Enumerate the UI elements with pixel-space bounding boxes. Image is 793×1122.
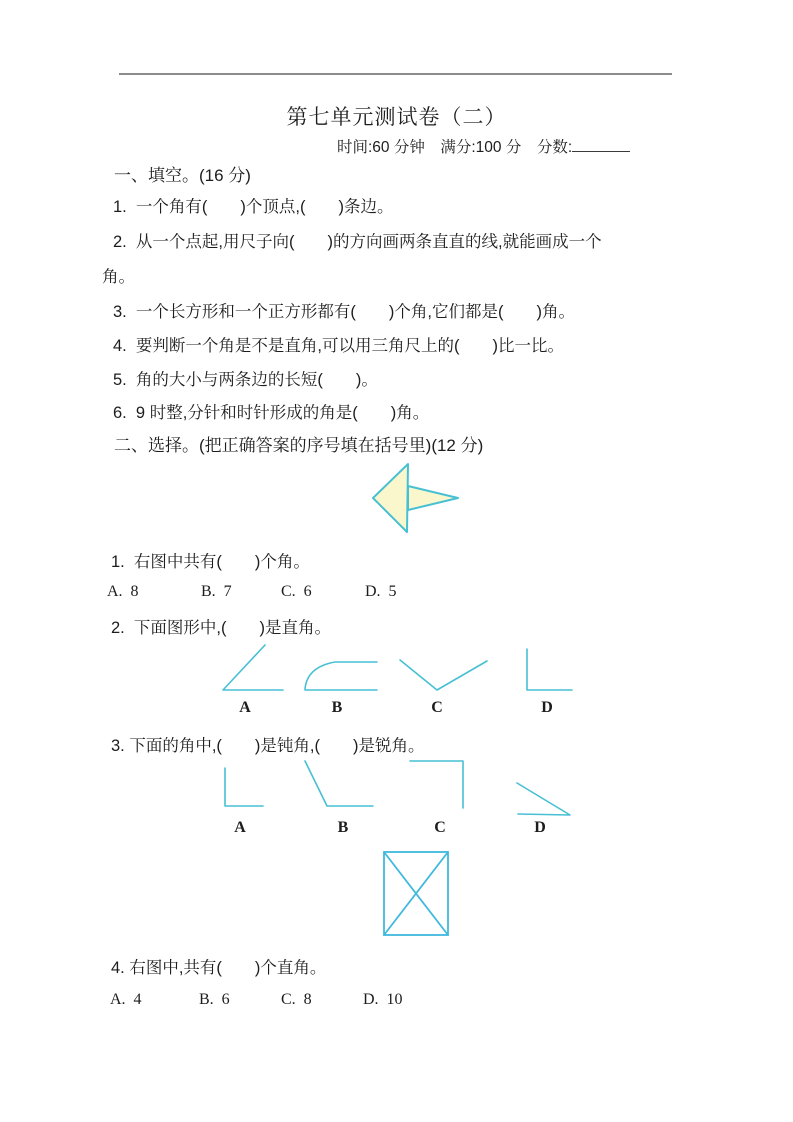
paper-meta-text: 时间:60 分钟 满分:100 分 分数: (337, 139, 573, 156)
section1-q2-line1: 2. 从一个点起,用尺子向( )的方向画两条直直的线,就能画成一个 (113, 233, 602, 251)
option-d: D. 5 (365, 583, 397, 600)
q2-shape-a (223, 645, 283, 690)
section1-q1: 1. 一个角有( )个顶点,( )条边。 (113, 198, 394, 216)
section1-q2-line2: 角。 (102, 268, 135, 286)
q3-angle-figures (218, 756, 578, 820)
q3-label-d: D (534, 819, 546, 836)
section1-q6: 6. 9 时整,分针和时针形成的角是( )角。 (113, 404, 430, 422)
q3-shape-c (410, 761, 463, 808)
section2-q1-text: 1. 右图中共有( )个角。 (111, 553, 310, 571)
q2-label-d: D (541, 699, 553, 716)
q3-label-a: A (234, 819, 246, 836)
option-c: C. 6 (281, 583, 312, 600)
option-b: B. 7 (201, 583, 232, 600)
section2-q3-text: 3. 下面的角中,( )是钝角,( )是锐角。 (111, 737, 425, 755)
q2-shape-c (400, 660, 487, 690)
q2-figure-labels-row (0, 699, 793, 721)
q2-shape-d (527, 649, 572, 690)
section2-q4-options-row (0, 991, 793, 1013)
paper-meta (337, 135, 630, 157)
q2-shape-b-curve (305, 662, 377, 689)
arrow-figure (370, 461, 462, 535)
section1-q4: 4. 要判断一个角是不是直角,可以用三角尺上的( )比一比。 (113, 337, 565, 355)
section2-q4-text: 4. 右图中,共有( )个直角。 (111, 959, 327, 977)
q3-figure-labels-row (0, 819, 793, 841)
section2-heading: 二、选择。(把正确答案的序号填在括号里)(12 分) (114, 436, 484, 455)
q2-angle-figures (205, 642, 580, 697)
q3-shape-d (517, 783, 570, 815)
option-a: A. 4 (110, 991, 142, 1008)
option-b: B. 6 (199, 991, 230, 1008)
section1-q5: 5. 角的大小与两条边的长短( )。 (113, 371, 378, 389)
paper-title: 第七单元测试卷（二） (286, 105, 507, 129)
top-rule-line (119, 73, 672, 75)
option-c: C. 8 (281, 991, 312, 1008)
q2-label-a: A (239, 699, 251, 716)
q3-label-b: B (337, 819, 349, 836)
option-a: A. 8 (107, 583, 139, 600)
score-blank-line (572, 137, 630, 152)
option-d: D. 10 (363, 991, 403, 1008)
section2-q2-text: 2. 下面图形中,( )是直角。 (111, 619, 332, 637)
q3-shape-a (225, 768, 263, 806)
q2-label-c: C (431, 699, 443, 716)
rectangle-with-diagonals-figure (383, 851, 449, 936)
q3-label-c: C (434, 819, 446, 836)
section2-q1-options-row (0, 583, 793, 605)
section1-q3: 3. 一个长方形和一个正方形都有( )个角,它们都是( )角。 (113, 303, 575, 321)
q2-label-b: B (331, 699, 343, 716)
q3-shape-b (305, 761, 373, 806)
section1-heading: 一、填空。(16 分) (114, 166, 251, 185)
